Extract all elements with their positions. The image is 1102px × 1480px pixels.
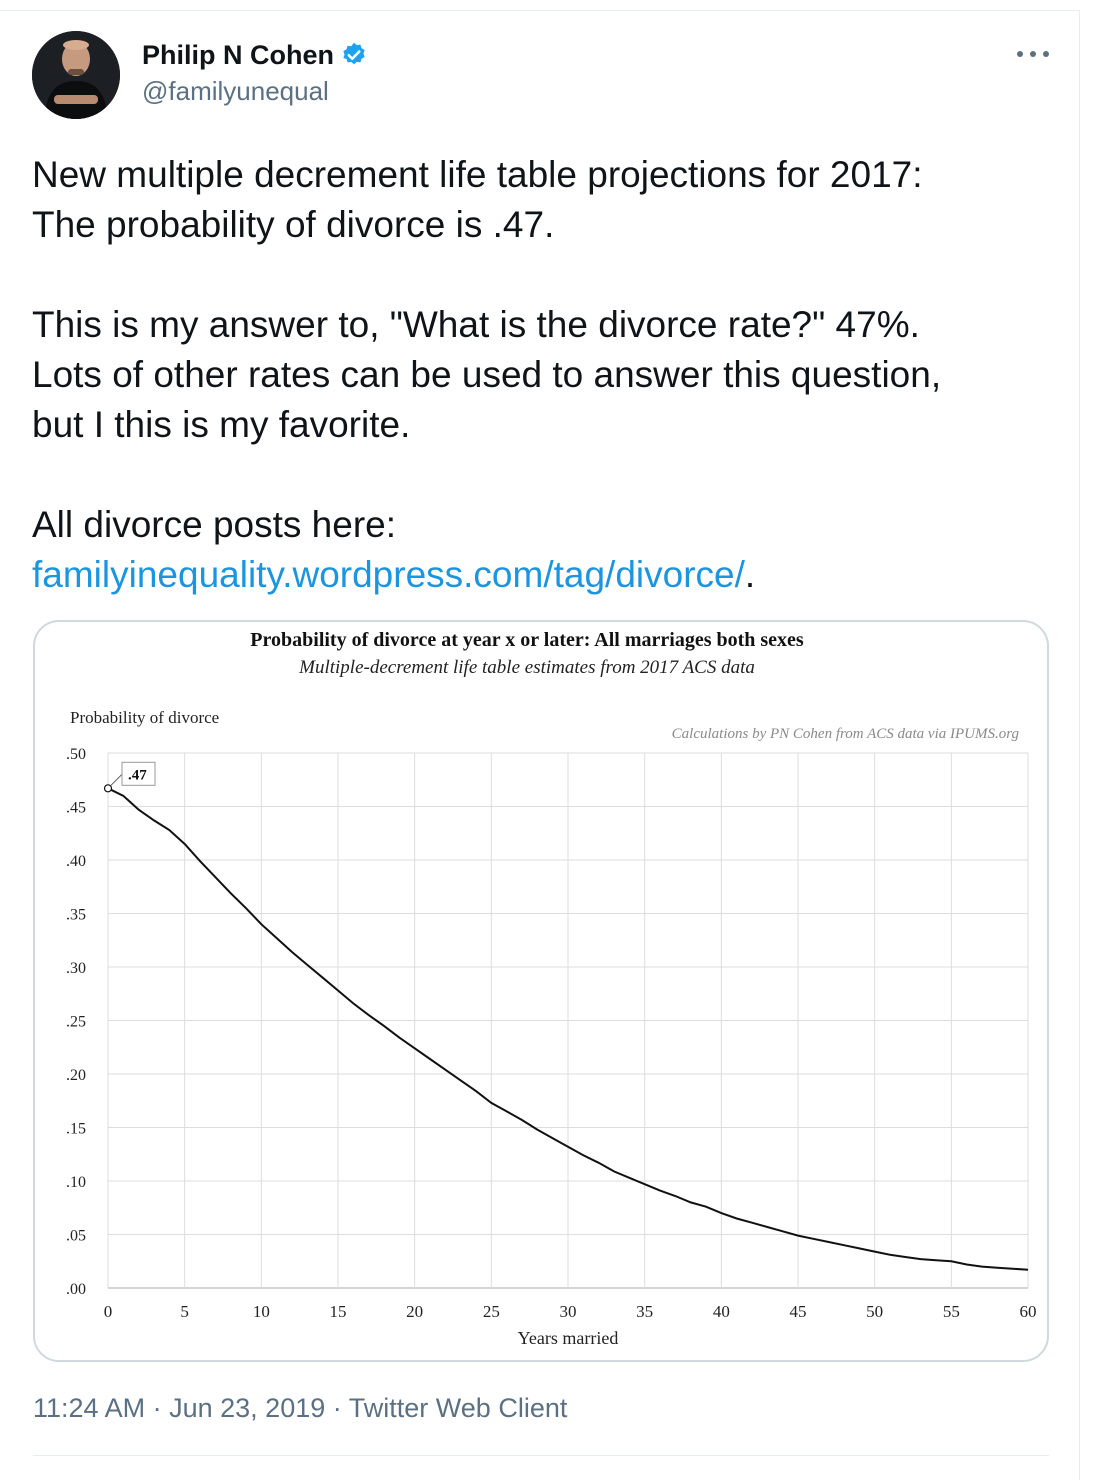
author-handle[interactable]: @familyunequal: [142, 76, 329, 106]
y-tick-label: .15: [66, 1120, 86, 1138]
y-tick-label: .20: [66, 1067, 86, 1084]
chart-title: Probability of divorce at year x or later: All marriages both sexes: [250, 629, 804, 651]
x-tick-label: 40: [712, 1302, 730, 1321]
tweet-text: [32, 150, 1052, 600]
more-dot: [1030, 51, 1036, 57]
x-tick-label: 45: [789, 1302, 807, 1321]
divider: [33, 1455, 1049, 1456]
divorce-chart: [35, 622, 1049, 1362]
tweet-date[interactable]: Jun 23, 2019: [169, 1393, 326, 1423]
x-tick-label: 10: [252, 1302, 270, 1321]
chart-subtitle: Multiple-decrement life table estimates from 2017 ACS data: [299, 657, 755, 678]
x-tick-label: 35: [636, 1302, 654, 1321]
chart-image[interactable]: [33, 620, 1049, 1362]
tweet-line: All divorce posts here:: [32, 504, 397, 545]
y-tick-label: .30: [66, 960, 86, 977]
y-tick-label: .40: [66, 853, 86, 870]
more-dot: [1017, 51, 1023, 57]
x-tick-labels: [104, 1302, 1037, 1321]
x-tick-label: 25: [482, 1302, 500, 1321]
tweet-line: Lots of other rates can be used to answer this question,: [32, 354, 942, 395]
tweet-link[interactable]: familyinequality.wordpress.com/tag/divorce/: [32, 554, 745, 595]
y-tick-label: .45: [66, 799, 86, 817]
tweet-blank-line: [32, 450, 1052, 500]
y-tick-label: .35: [66, 906, 86, 924]
avatar[interactable]: [32, 31, 120, 119]
avatar-photo: [32, 31, 120, 119]
tweet-line: The probability of divorce is .47.: [32, 204, 555, 245]
x-tick-label: 15: [329, 1302, 347, 1321]
tweet-link-line: [32, 550, 1052, 600]
y-tick-label: .25: [66, 1013, 86, 1031]
annotation-leader: [110, 774, 122, 786]
x-tick-label: 0: [103, 1302, 113, 1321]
tweet-client[interactable]: Twitter Web Client: [348, 1393, 568, 1423]
x-tick-label: 60: [1019, 1302, 1037, 1321]
y-tick-label: .10: [66, 1174, 86, 1191]
tweet-blank-line: [32, 250, 1052, 300]
more-options-icon[interactable]: [1017, 44, 1049, 64]
y-tick-label: .00: [66, 1281, 86, 1298]
tweet-time[interactable]: 11:24 AM: [33, 1393, 146, 1423]
tweet-line: This is my answer to, "What is the divorce rate?" 47%.: [32, 304, 920, 345]
verified-badge-icon: [340, 41, 368, 69]
chart-grid: [108, 753, 1028, 1288]
more-dot: [1043, 51, 1049, 57]
x-tick-label: 50: [866, 1302, 884, 1321]
tweet-line: New multiple decrement life table projections for 2017:: [32, 154, 923, 195]
x-axis-label: Years married: [517, 1328, 619, 1348]
tweet-link-suffix: .: [744, 554, 756, 595]
annotation-label: .47: [128, 767, 147, 784]
y-axis-label: Probability of divorce: [70, 708, 220, 727]
footer-separator: ·: [332, 1393, 342, 1423]
y-tick-labels: [66, 746, 86, 1298]
chart-credit: Calculations by PN Cohen from ACS data via IPUMS.org: [671, 726, 1019, 742]
x-tick-label: 55: [942, 1302, 960, 1321]
y-tick-label: .50: [66, 746, 86, 763]
author-row[interactable]: [142, 38, 368, 72]
author-name[interactable]: Philip N Cohen: [142, 39, 334, 70]
tweet-footer: [33, 1393, 567, 1424]
tweet-line: but I this is my favorite.: [32, 404, 411, 445]
y-tick-label: .05: [66, 1227, 86, 1245]
x-tick-label: 30: [559, 1302, 577, 1321]
footer-separator: ·: [152, 1393, 162, 1423]
x-tick-label: 5: [180, 1302, 189, 1321]
x-tick-label: 20: [406, 1302, 424, 1321]
